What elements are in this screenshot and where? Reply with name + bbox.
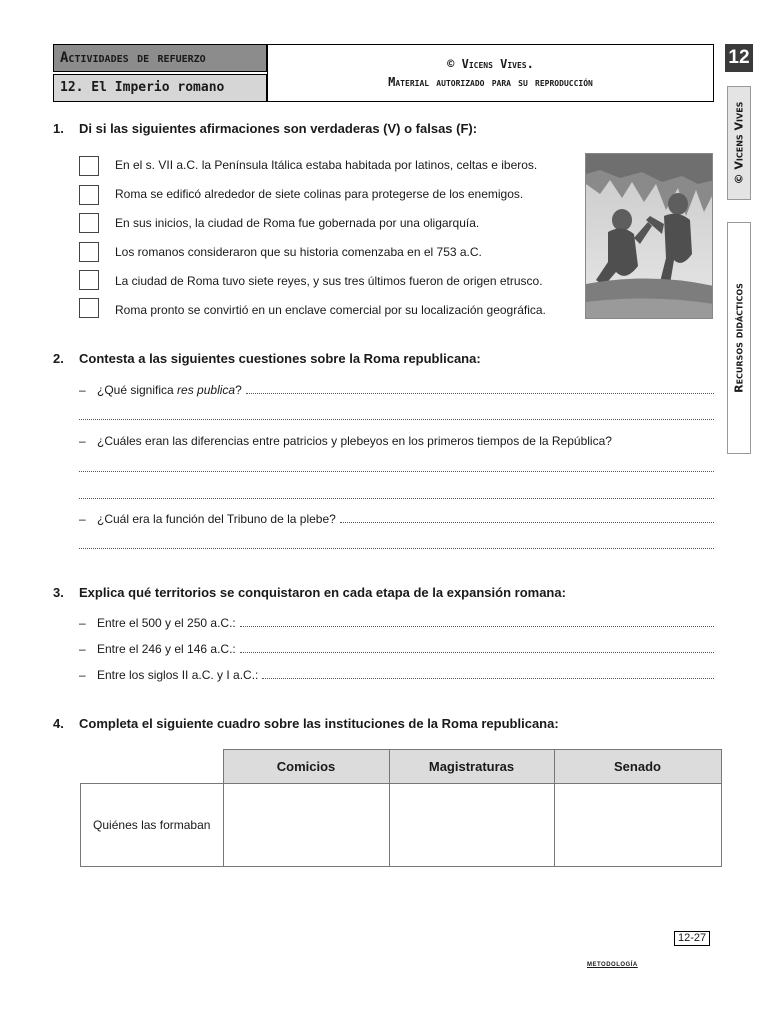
question-1-title — [53, 121, 477, 136]
question-2-title — [53, 351, 481, 366]
statement: Los romanos consideraron que su historia comenzaba en el 753 a.C. — [115, 245, 482, 259]
copyright-box — [267, 44, 714, 102]
romulus-remus-sculpture-image — [585, 153, 713, 319]
question-number: 3. — [53, 585, 64, 600]
column-header: Magistraturas — [389, 750, 554, 784]
tf-checkbox[interactable] — [79, 270, 99, 290]
category-tab — [727, 222, 751, 454]
dotted-line — [240, 642, 714, 653]
dotted-line — [262, 668, 714, 679]
answer-line[interactable] — [79, 616, 714, 630]
footer-label: metodología — [587, 958, 638, 968]
tf-checkbox[interactable] — [79, 213, 99, 233]
question-line — [79, 434, 714, 448]
question-4-title — [53, 716, 559, 731]
section-label: Actividades de refuerzo — [53, 44, 267, 72]
brand-text: © Vicens Vives — [732, 101, 746, 185]
dash: – — [79, 434, 86, 448]
statement: En sus inicios, la ciudad de Roma fue gobernada por una oligarquía. — [115, 216, 480, 230]
answer-cell[interactable] — [389, 784, 554, 867]
dotted-line — [340, 512, 714, 523]
question-number: 2. — [53, 351, 64, 366]
answer-line[interactable] — [79, 497, 714, 499]
question-3-title — [53, 585, 566, 600]
tf-checkbox[interactable] — [79, 185, 99, 205]
question-text: ¿Cuáles eran las diferencias entre patricios y plebeyos en los primeros tiempos de la República? — [97, 434, 612, 448]
answer-line[interactable] — [79, 547, 714, 549]
column-header: Senado — [554, 750, 721, 784]
answer-cell[interactable] — [223, 784, 389, 867]
answer-line[interactable] — [79, 418, 714, 420]
question-mark: ? — [235, 383, 242, 397]
empty-corner-cell — [81, 750, 224, 784]
row-label: Quiénes las formaban — [81, 784, 224, 867]
answer-cell[interactable] — [554, 784, 721, 867]
tf-checkbox[interactable] — [79, 156, 99, 176]
question-text: Contesta a las siguientes cuestiones sobre la Roma republicana: — [79, 351, 481, 366]
latin-term: res publica — [177, 383, 236, 397]
dash: – — [79, 512, 86, 526]
answer-line[interactable] — [79, 668, 714, 682]
dotted-line — [240, 616, 714, 627]
question-number: 1. — [53, 121, 64, 136]
question-text: Completa el siguiente cuadro sobre las instituciones de la Roma republicana: — [79, 716, 559, 731]
answer-line[interactable] — [79, 383, 714, 397]
column-header: Comicios — [223, 750, 389, 784]
brand-tab — [727, 86, 751, 200]
dash: – — [79, 642, 86, 656]
question-text: ¿Cuál era la función del Tribuno de la plebe? — [97, 512, 336, 526]
statement: Roma se edificó alrededor de siete colinas para protegerse de los enemigos. — [115, 187, 524, 201]
dash: – — [79, 616, 86, 630]
question-number: 4. — [53, 716, 64, 731]
answer-line[interactable] — [79, 642, 714, 656]
page-number: 12-27 — [674, 931, 710, 946]
period-label: Entre los siglos II a.C. y I a.C.: — [97, 668, 259, 682]
question-text: Di si las siguientes afirmaciones son verdaderas (V) o falsas (F): — [79, 121, 478, 136]
statement: Roma pronto se convirtió en un enclave comercial por su localización geográfica. — [115, 303, 546, 317]
tf-checkbox[interactable] — [79, 298, 99, 318]
category-text: Recursos didácticos — [732, 283, 746, 393]
answer-line[interactable] — [79, 512, 714, 526]
dash: – — [79, 383, 86, 397]
tf-checkbox[interactable] — [79, 242, 99, 262]
copyright-text: © Vicens Vives. — [447, 57, 534, 71]
question-text: Explica qué territorios se conquistaron en cada etapa de la expansión romana: — [79, 585, 566, 600]
answer-line[interactable] — [79, 470, 714, 472]
unit-number-tab: 12 — [725, 44, 753, 72]
institutions-table — [80, 749, 722, 867]
period-label: Entre el 500 y el 250 a.C.: — [97, 616, 236, 630]
statement: En el s. VII a.C. la Península Itálica estaba habitada por latinos, celtas e iberos. — [115, 158, 538, 172]
dotted-line — [246, 383, 714, 394]
unit-title: 12. El Imperio romano — [53, 74, 267, 102]
reproduction-notice: Material autorizado para su reproducción — [388, 75, 593, 89]
question-text: ¿Qué significa — [97, 383, 178, 397]
period-label: Entre el 246 y el 146 a.C.: — [97, 642, 236, 656]
statement: La ciudad de Roma tuvo siete reyes, y sus tres últimos fueron de origen etrusco. — [115, 274, 543, 288]
dash: – — [79, 668, 86, 682]
